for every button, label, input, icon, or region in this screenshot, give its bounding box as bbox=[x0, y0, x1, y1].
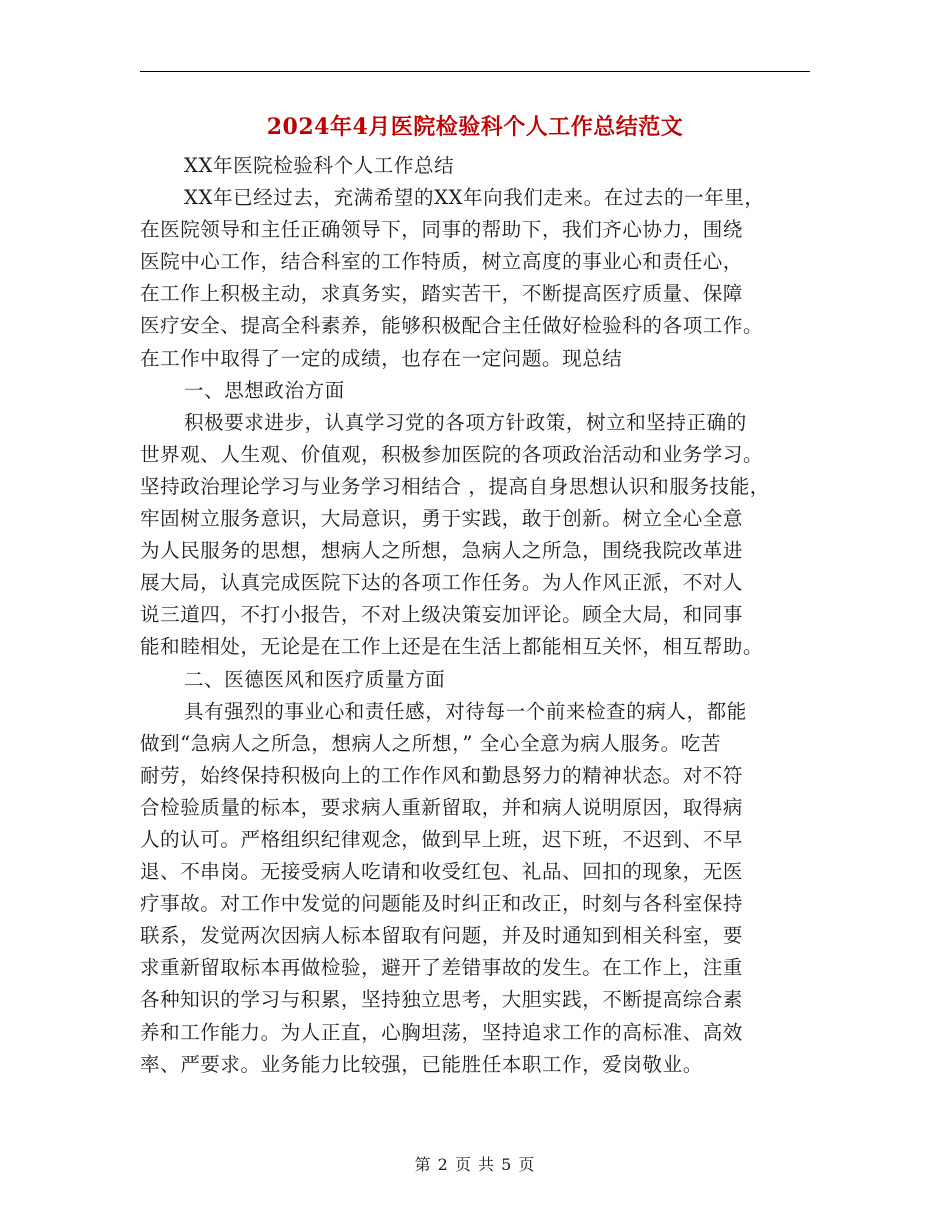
paragraph-line: 医疗安全、提高全科素养，能够积极配合主任做好检验科的各项工作。 bbox=[140, 314, 764, 338]
document-body bbox=[140, 150, 810, 1081]
paragraph-line: 世界观、人生观、价值观，积极参加医院的各项政治活动和业务学习。 bbox=[140, 442, 764, 466]
paragraph-line: 联系，发觉两次因病人标本留取有问题，并及时通知到相关科室，要 bbox=[140, 924, 744, 948]
paragraph-line: 各种知识的学习与积累，坚持独立思考，大胆实践，不断提高综合素 bbox=[140, 988, 744, 1012]
paragraph-line: 在工作中取得了一定的成绩，也存在一定问题。现总结 bbox=[140, 346, 623, 370]
paragraph-line: 合检验质量的标本，要求病人重新留取，并和病人说明原因，取得病 bbox=[140, 795, 744, 819]
paragraph-line: 率、严要求。业务能力比较强，已能胜任本职工作，爱岗敬业。 bbox=[140, 1052, 703, 1076]
paragraph-line: 做到“急病人之所急，想病人之所想，” 全心全意为病人服务。吃苦 bbox=[140, 731, 721, 755]
subtitle-line: XX年医院检验科个人工作总结 bbox=[184, 154, 455, 177]
paragraph-line: 展大局，认真完成医院下达的各项工作任务。为人作风正派，不对人 bbox=[140, 571, 744, 595]
paragraph-line: 说三道四，不打小报告，不对上级决策妄加评论。顾全大局，和同事 bbox=[140, 603, 744, 627]
paragraph-line: 退、不串岗。无接受病人吃请和收受红包、礼品、回扣的现象，无医 bbox=[140, 860, 744, 884]
paragraph-line: 坚持政治理论学习与业务学习相结合 ，提高自身思想认识和服务技能， bbox=[140, 474, 770, 498]
paragraph-line: 为人民服务的思想，想病人之所想，急病人之所急，围绕我院改革进 bbox=[140, 539, 744, 563]
page-number-footer: 第 2 页 共 5 页 bbox=[414, 1155, 536, 1174]
section-heading: 一、思想政治方面 bbox=[184, 378, 345, 402]
paragraph-line: 在医院领导和主任正确领导下，同事的帮助下，我们齐心协力，围绕 bbox=[140, 218, 744, 242]
paragraph-line: 具有强烈的事业心和责任感，对待每一个前来检查的病人，都能 bbox=[184, 699, 747, 723]
paragraph-line: 疗事故。对工作中发觉的问题能及时纠正和改正，时刻与各科室保持 bbox=[140, 892, 744, 916]
paragraph-line: 耐劳，始终保持积极向上的工作作风和勤恳努力的精神状态。对不符 bbox=[140, 763, 744, 787]
paragraph-line: 能和睦相处，无论是在工作上还是在生活上都能相互关怀，相互帮助。 bbox=[140, 635, 764, 659]
paragraph-line: 牢固树立服务意识，大局意识，勇于实践，敢于创新。树立全心全意 bbox=[140, 507, 744, 531]
section-heading: 二、医德医风和医疗质量方面 bbox=[184, 667, 446, 691]
paragraph-line: XX年已经过去，充满希望的XX年向我们走来。在过去的一年里， bbox=[184, 186, 765, 210]
paragraph-line: 人的认可。严格组织纪律观念，做到早上班，迟下班，不迟到、不早 bbox=[140, 827, 744, 851]
document-title: 2024年4月医院检验科个人工作总结范文 bbox=[266, 114, 684, 140]
paragraph-line: 积极要求进步，认真学习党的各项方针政策，树立和坚持正确的 bbox=[184, 410, 747, 434]
paragraph-line: 养和工作能力。为人正直，心胸坦荡，坚持追求工作的高标准、高效 bbox=[140, 1020, 744, 1044]
paragraph-line: 医院中心工作，结合科室的工作特质，树立高度的事业心和责任心， bbox=[140, 250, 744, 274]
paragraph-line: 在工作上积极主动，求真务实，踏实苦干，不断提高医疗质量、保障 bbox=[140, 282, 744, 306]
header-rule bbox=[140, 71, 810, 72]
paragraph-line: 求重新留取标本再做检验，避开了差错事故的发生。在工作上，注重 bbox=[140, 956, 744, 980]
